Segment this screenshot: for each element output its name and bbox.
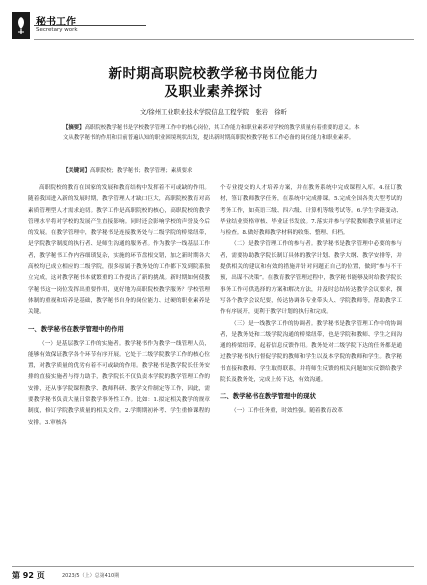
section-title-en: Secretary work	[36, 27, 78, 33]
status-paragraph-1	[220, 406, 402, 417]
intro-paragraph: 高职院校的教育在国家的发展和教育结构中发挥着不可或缺的作用。随着我国进入新的发展时期，教学管理人才缺口巨大，高职院校教育对高素质管理型人才需求迫切。教学工作是高职院校的核心，高职院校的教学管理水平将对学校的发展产生直接影响。同时还会影响学校的声誉及今后的发展。在教学管理中，教学秘书是连接教务处与二级学院的桥梁纽带，是学院教学制度的执行者、是师生沟通的服务者。作为教学一线基层工作者，教学秘书工作内容细琐复杂，实施的环节盘根交错，加之新时期各大高校均已成立相应的二级学院，很多原属于教务处的工作都下发到院系独立完成，这对教学秘书本就繁重的工作提出了新的挑战。新时期如何使教学秘书这一岗位发挥出重要作用，更好地为高职院校教学服务？学校管理体制的重视和培养是基础，教学秘书自身的岗位能力、过硬的职业素养是关键。	[28, 185, 210, 316]
right-column	[220, 183, 402, 418]
section-heading-2: 二、教学秘书在教学管理中的现状	[220, 392, 316, 401]
keywords-text: 高职院校；教学秘书；教学管理；素质要求	[89, 168, 193, 174]
page-number: 第 92 页	[12, 571, 45, 580]
role-text-2: 教学秘书是教学管理中必要的参与者，需要协助教学院长制订具体的教学计划、教学大纲、教学安排等，并提供相关的建议和有效的措施并针对问题正自己的位置，做到“参与不干预，出谋不决策”。在教育教学管理过程中，教学秘书能够及时给教学院长事务工作可供选择的方案和解决方法，并及时总结传达教学会议要求，撰写各个教学会议纪要，传达协调各专业带头人、学院教师等，帮助教学工作有序展开，更利于教学计划的执行和完成。	[220, 241, 402, 316]
role-paragraph-1	[28, 339, 210, 429]
status-text-1: 随着教育改革	[309, 408, 343, 415]
role-paragraph-2	[220, 239, 402, 318]
section-title-cn: 秘书工作	[36, 17, 76, 28]
subheading-2: （二）是教学管理工作的参与者。	[231, 241, 317, 248]
feather-pen-icon	[12, 12, 30, 39]
abstract	[63, 123, 363, 143]
keywords	[63, 166, 363, 174]
subheading-4: （一）工作任务重，时效性强。	[231, 408, 310, 415]
footer-rule	[12, 566, 414, 567]
abstract-label: 【摘要】	[63, 125, 85, 131]
role-text-1: 教学秘书作为教学一线管理人员，能够有效保证教学各个环节有序开展。它处于二级学院教学工作的核心位置，对教学质量的优劣有着不可或缺的作用。教学秘书是教学院长任务安排的直接实施者与得力助手，教学院长不仅负责本学院的教学管理工作的安排，还从事学院课程教学、教师科研、教学文件制定等工作，因此，需要教学秘书负责大量日常教学事务性工作。比如：1.拟定相关教学的规章制度，修订学院教学质量的相关文件。2.学期期初补考、学生重修课程的安排。3.审核各	[28, 340, 210, 426]
author-line: 文/徐州工业职业技术学院信息工程学院 张岩 徐昕	[140, 109, 287, 116]
role-paragraph-3	[220, 319, 402, 387]
header-rule	[34, 39, 414, 40]
header-divider	[34, 25, 146, 26]
keywords-label: 【关键词】	[63, 168, 90, 174]
subheading-3: （三）是一线教学工作的协调者。	[231, 320, 317, 327]
section-header	[12, 12, 414, 46]
section-heading-1: 一、教学秘书在教学管理中的作用	[28, 324, 124, 333]
role-text-3: 教学秘书是教学管理工作中的协调者，是教务处和二级学院沟通的桥梁纽带，也是学院和教师、学生之间沟通的桥梁纽带，起着信息反馈作用。教务处对二级学院下达的任务都是通过教学秘书执行督促学院的教师和学生以及本学院的教师和学生。教学秘书直接和教师、学生取得联系，并将师生反馈的相关问题如实反馈给教学院长及教务处，完成上传下达，有效沟通。	[220, 320, 402, 384]
subheading-1: （一）是基层教学工作的实施者。	[39, 340, 125, 347]
article-title-line2: 及职业素养探讨	[164, 84, 263, 100]
page-footer	[0, 566, 427, 585]
continued-paragraph: 个专业提交的人才培养方案，并在教务系统中完成课程入库。4.征订教材，签订教师教学任务，在系统中完成排课。5.完成全国各类大型考试的考务工作，如英语三级、四六级、计算机等级考试等。6.学生学籍变动、毕业结业资格审核、毕业证书发放。7.落实并参与学院教师教学质量评定与检查。8.做好教师教学材料的收集、整理、归档。	[220, 185, 402, 237]
abstract-text: 高职院校教学秘书是学校教学管理工作中的核心岗位，其工作能力和职业素养对学校的教学质量有着重要的意义。本文从教学秘书的作用和目前普遍认知的职业困境现状出发，提出新时期高职院校教学秘书工作必备的岗位能力和职业素养。	[63, 125, 360, 141]
issue-info: 2023/5（上）总第410期	[62, 573, 120, 579]
article-title-line1: 新时期高职院校教学秘书岗位能力	[108, 66, 319, 82]
left-column	[28, 183, 210, 429]
